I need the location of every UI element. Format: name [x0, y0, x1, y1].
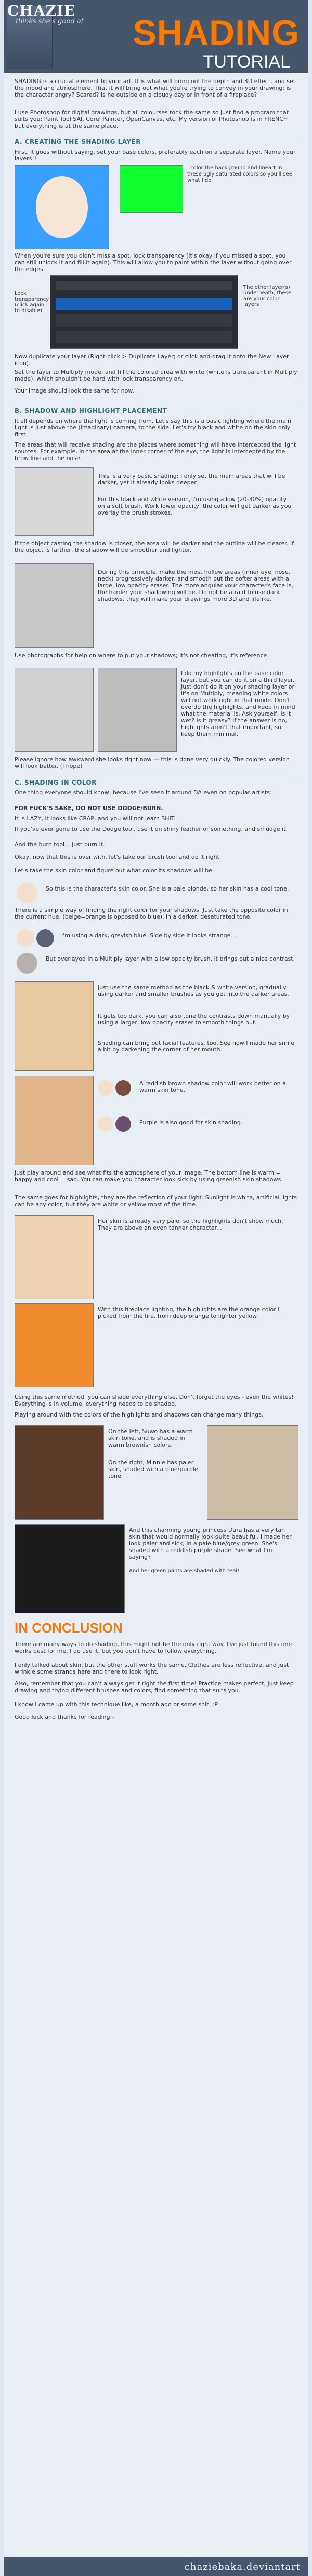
section-c-text-2: FOR FUCK'S SAKE, DO NOT USE DODGE/BURN.: [15, 805, 163, 812]
reddish-brown-swatch: [115, 1080, 131, 1096]
tutorial-page: [4, 0, 308, 2576]
section-c-text-18: The same goes for highlights, they are the reflection of your light. Sunlight is white, artificial lights can be any color, but they are white or yellow most of the time.: [15, 1194, 297, 1208]
section-a-text-6: Your image should look the same for now.: [15, 387, 134, 394]
section-a-text-2: I color the background and lineart in these ugly saturated colors so you'll see what I do.: [187, 165, 292, 183]
section-c-text-24: On the right, Minnie has paler skin, shaded with a blue/purple tone.: [108, 1459, 198, 1479]
header-banner: [4, 0, 308, 73]
section-c-text-12: Just use the same method as the black & white version, gradually using darker and smaller brushes as you get into the darker areas.: [98, 984, 289, 997]
layer-row: [56, 314, 232, 327]
section-b-text-8: I do my highlights on the base color layer, but you can do it on a third layer. Just don't do it on your shading layer or it's on Multiply, meaning white colors will not work right in that mode. Don't overdo the highlights, and keep in mind what the material is. Ask yourself, is it wet? Is it greasy? If the answer is no, highlights aren't that important, so keep them minimal.: [181, 670, 295, 737]
section-c-text-23: On the left, Suwo has a warm skin tone, and is shaded in warm brownish colors.: [108, 1428, 193, 1448]
section-c-text-15: A reddish brown shadow color will work better on a warm skin tone.: [139, 1080, 286, 1094]
footer-signature: chaziebaka.deviantart: [184, 2561, 301, 2572]
section-b-text-6: During this principle, make the most hollow areas (inner eye, nose, neck) progressively darker, and smooth out the softer areas with a large, low opacity eraser. The more angular your character's face is, the harder your shadowing will be. Do not be afraid to use dark shadows, they will make your drawings more 3D and lifelike.: [98, 569, 293, 602]
section-c-title: C. SHADING IN COLOR: [15, 779, 97, 786]
section-b-text-9: Please ignore how awkward she looks right now — this is done very quickly. The colored version will look better. (I hope): [15, 756, 290, 770]
section-c-text-13: It gets too dark, you can also tone the contrasts down manually by using a larger, low opacity eraser to smooth things out.: [98, 1013, 290, 1026]
conclusion-paragraph-2: I only talked about skin, but the other stuff works the same. Clothes are less reflective, and just wrinkle some strands here and there to look right.: [15, 1662, 289, 1675]
section-c-text-3: It is LAZY, it looks like CRAP, and you will not learn SHIT.: [15, 815, 176, 822]
layers-panel-toolbar: [56, 281, 232, 290]
highlight-example-1: [15, 1215, 94, 1299]
conclusion-paragraph-3: Also, remember that you can't always get it right the first time! Practice makes perfect, just keep drawing and trying different brushes and colors, find something that suits you.: [15, 1680, 294, 1694]
section-b-text-2: The areas that will receive shading are the places where something will have intercepted the light sources. For example, in the area at the inner corner of the eye, the light is intercepted by the brow line and the nose.: [15, 441, 296, 462]
section-b-title: B. SHADOW AND HIGHLIGHT PLACEMENT: [15, 407, 167, 414]
section-a-title: A. CREATING THE SHADING LAYER: [15, 138, 141, 145]
color-shading-1: [15, 981, 94, 1071]
skin-swatch: [98, 1080, 113, 1096]
conclusion-title: IN CONCLUSION: [15, 1620, 123, 1636]
bw-shading-4: [98, 668, 177, 752]
section-c-text-11: But overlayed in a Multiply layer with a low opacity brush, it brings out a nice contrast.: [46, 955, 295, 962]
dura-example: [15, 1524, 125, 1613]
minnie-example: [207, 1425, 298, 1520]
section-a-text-4: Now duplicate your layer (Right-click > Duplicate Layer; or click and drag it onto the New Layer icon).: [15, 353, 289, 367]
intro-paragraph-2: I use Photoshop for digital drawings, but all colourses rock the same so just find a program that suits you: Paint Tool SAI, Corel Painter, OpenCanvas, etc. My version of Photoshop is in FRENCH but everything is at the same place.: [15, 109, 289, 129]
section-c-text-19: Her skin is already very pale, so the highlights don't show much. They are above an even tanner character...: [98, 1218, 283, 1231]
conclusion-paragraph-4: I know I came up with this technique like, a month ago or some shit. :P: [15, 1701, 218, 1708]
conclusion-paragraph-1: There are many ways to do shading, this might not be the only right way. I've just found this one works best for me. I do use it, but you don't have to follow everything.: [15, 1641, 292, 1654]
section-c-text-26: And her green pants are shaded with teal!: [129, 1568, 240, 1574]
section-b-text-5: If the object casting the shadow is closer, the area will be darker and the outline will be clearer. If the object is farther, the shadow will be smoother and lighter.: [15, 540, 294, 554]
section-c-text-4: If you've ever gone to use the Dodge tool, use it on shiny leather or something, and smudge it.: [15, 826, 288, 832]
section-c-text-10: I'm using a dark, greyish blue. Side by side it looks strange...: [61, 932, 236, 939]
section-a-text-3: When you're sure you didn't miss a spot, lock transparency (it's okay if you missed a spot, you can still unlock it and fill it again). This will allow you to paint within the layer without going over the edges.: [15, 252, 292, 273]
section-b-text-1: It all depends on where the light is coming from. Let's say this is a basic lighting where the main light is just above the (imaginary) camera, to the side. Let's try black and white on the skin only first.: [15, 417, 291, 438]
layers-panel-screenshot: [50, 275, 238, 349]
color-shading-2: [15, 1076, 94, 1165]
bw-shading-3: [15, 668, 94, 752]
section-c-text-17: Just play around and see what fits the atmosphere of your image. The bottom line is warm = happy and cool = sad. You can make you character look sick by using greenish skin shadows.: [15, 1169, 283, 1183]
section-c-text-8: So this is the character's skin color. She is a pale blonde, so her skin has a cool tone.: [46, 885, 289, 892]
purple-swatch: [115, 1116, 131, 1132]
fireplace-example: [15, 1303, 94, 1387]
lock-label: Lock transparency (click again to disable): [15, 291, 49, 314]
skin-swatch: [17, 929, 34, 947]
section-c-text-22: Playing around with the colors of the highlights and shadows can change many things.: [15, 1411, 264, 1418]
section-c-text-21: Using this same method, you can shade everything else. Don't forget the eyes - even the whites! Everything is in volume, everything needs to be shaded.: [15, 1394, 294, 1407]
section-c-text-7: Let's take the skin color and figure out what color its shadows will be.: [15, 867, 214, 874]
layers-note: The other layer(s) underneath, these are your color layers: [243, 285, 292, 307]
tagline: thinks she's good at: [16, 18, 84, 25]
overlay-swatch: [17, 953, 37, 974]
section-b-text-3: This is a very basic shading: I only set the main areas that will be darker, yet it already looks deeper.: [98, 473, 285, 486]
section-a-text-5: Set the layer to Multiply mode, and fill the colored area with white (white is transparent in Multiply mode), which shouldn't be hard with lock transparency on.: [15, 369, 297, 382]
section-b-text-4: For this black and white version, I'm using a low (20-30%) opacity on a soft brush. Work lower opacity, the color will get darker as you overlay the brush strokes.: [98, 496, 292, 516]
section-c-text-20: With this fireplace lighting, the highlights are the orange color I picked from the fire, from deep orange to lighter yellow.: [98, 1306, 280, 1319]
shadow-swatch: [36, 929, 54, 947]
section-c-text-25: And this charming young princess Dura has a very tan skin that would normally look quite beautiful. I made her look paler and sick, in a pale blue/grey green. She's shaded with a reddish purple shade. See what I'm saying?: [129, 1527, 292, 1560]
section-c-text-16: Purple is also good for skin shading.: [139, 1119, 243, 1126]
character-face: [36, 176, 88, 238]
section-c-text-1: One thing everyone should know, because I've seen it around DA even on popular artists:: [15, 789, 272, 796]
section-c-text-9: There is a simple way of finding the right color for your shadows. Just take the opposite color in the current hue, (beige=orange is opposed to blue), in a darker, desaturated tone.: [15, 907, 288, 920]
footer-bar: [4, 2557, 308, 2576]
selected-layer: [56, 298, 232, 310]
suwo-example: [15, 1425, 104, 1520]
base-color-illustration: [15, 165, 109, 249]
brand-name: CHAZIE: [7, 2, 76, 19]
intro-paragraph-1: SHADING is a crucial element to your art. It is what will bring out the depth and 3D effect, and set the mood and atmosphere. That it will bring out what you're trying to convey in your drawing; is the character angry? Scared? Is he outside on a cloudy day or in front of a fireplace?: [15, 78, 296, 98]
section-b-text-7: Use photographs for help on where to put your shadows; it's not cheating, it's reference.: [15, 652, 269, 659]
title-tutorial: TUTORIAL: [203, 52, 290, 72]
section-c-text-6: Okay, now that this is over with, let's take our brush tool and do it right.: [15, 854, 222, 860]
section-c-text-14: Shading can bring out facial features, too. See how I made her smile a bit by darkening the corner of her mouth.: [98, 1040, 294, 1053]
bw-shading-1: [15, 467, 94, 536]
bw-shading-2: [15, 563, 94, 648]
title-shading: SHADING: [133, 13, 300, 52]
skin-swatch: [17, 883, 37, 903]
layer-row: [56, 331, 232, 343]
section-a-text-1: First, it goes without saying, set your base colors, preferably each on a separate layer. Name your layers!!: [15, 149, 296, 162]
conclusion-paragraph-5: Good luck and thanks for reading~: [15, 1714, 115, 1720]
zoom-illustration: [120, 165, 183, 213]
skin-swatch: [98, 1116, 113, 1132]
section-c-text-5: And the burn tool... Just burn it.: [15, 841, 105, 848]
